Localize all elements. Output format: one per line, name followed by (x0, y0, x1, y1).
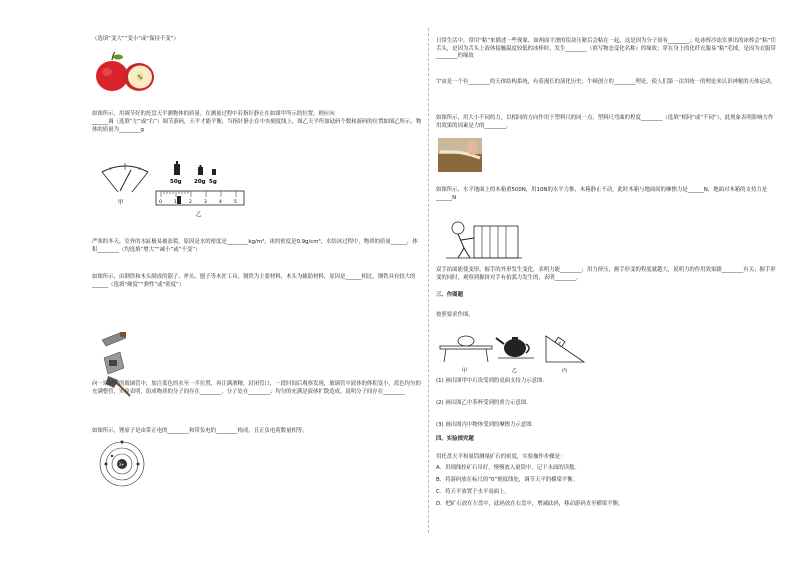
ruler-tick-1: 1 (174, 200, 177, 205)
left-paragraph-2a: 如图所示，用调节好的托盘天平测物体的质量，在测量过程中若指针静止在如图甲所示的位置，则应向 (92, 111, 335, 117)
ruler-tick-4: 4 (219, 200, 222, 205)
column-divider (428, 28, 429, 533)
drawing-instructions: 按照要求作图。 (436, 312, 474, 318)
ruler-tick-0: 0 (159, 200, 162, 205)
weight-20g: 20g (194, 179, 206, 185)
apple-image (94, 50, 158, 94)
right-paragraph-4: 如图所示，水平地面上的木箱重500N，用10N的水平力推，木箱静止不动，此时木箱与地面间的摩擦力是______N，地面对木箱的支持力是______N (436, 187, 768, 201)
section-3-title: 三、作图题 (436, 292, 463, 298)
right-paragraph-5: 双手拍面能使变形，握手的外形发生变化，表明力能________；用力挤压，握手形变的程度就越大，说明力的作用效果跟________有关；握手形变的同时，观察到握挤对手有拍弧力发生的，表明________。 (436, 267, 776, 281)
figure-ball-label: A (557, 340, 562, 346)
experiment-intro: 用托盘天平和量筒测量矿石的密度，实验操作步骤是： (436, 454, 566, 460)
ruler-tick-2: 2 (189, 200, 192, 205)
draw-question-3: (3) 画出图丙中物体受到的摩擦力示意图. (436, 422, 534, 428)
ruler-bend-photo (438, 138, 482, 172)
left-paragraph-5: 向一端封闭的玻璃管中，加注蓝色的水至一半位置，再注满酒精，封闭管口，一段时间后观察发现，玻璃管中液体的体积变小，蓝色均匀的充满整管，实验表明，组成物质的分子间存在________，分子处在________；均匀的充满是液体扩散造成，说明分子间存在________ (92, 381, 421, 395)
draw-question-1: (1) 画出图甲中石块受到的桌面支持力示意图. (436, 378, 545, 384)
ruler-tick-5: 5 (234, 200, 237, 205)
balance-label-yi: 乙 (196, 212, 202, 218)
section-4-title: 四、实验探究题 (436, 436, 474, 442)
experiment-step-b: B．将游码放在标尺的“0”刻度线处，调节天平的横梁平衡。 (436, 477, 579, 483)
figure-yi-label: 乙 (512, 368, 518, 374)
experiment-step-d: D．把矿石放在左盘中，砝码放在右盘中，增减砝码，移动游码直至横梁平衡。 (436, 501, 624, 507)
balance-figure (98, 158, 248, 224)
experiment-step-a: A．用细线拴矿石吊好，慢慢放入量筒中，记下水面的读数。 (436, 465, 580, 471)
lithium-atom-diagram (98, 440, 146, 488)
ruler-tick-3: 3 (204, 200, 207, 205)
experiment-step-c: C．将天平放置于水平桌面上。 (436, 489, 510, 495)
balance-label-jia: 甲 (118, 200, 124, 206)
left-paragraph-4: 如图所示，由钢铁和木头制成的锯子、斧头、刨子等木匠工具，钢铁为主要材料，木头为辅助材料，原因是______相比，钢铁具有较大的______（选填“硬度”“弹性”或“密度”） (92, 274, 416, 288)
weight-5g: 5g (209, 179, 217, 185)
atom-nucleus-label: 3+ (118, 461, 125, 467)
right-paragraph-1: 日常生活中，常用“粘”来描述一些现象，如两面平滑的铅块压紧后会粘在一起，这是因为分子间有________；吃冰棒冷冻室拿出的冰棒会“粘”住舌头，是因为舌头上液体接触温度较低的冰棒时，发生________（填写物态变化名称）的缘故；穿在身上的化纤衣服易“粘”毛绒，是因为衣服带________的缘故 (436, 38, 776, 60)
box-push-figure (444, 214, 524, 260)
figure-bing-label: 丙 (562, 368, 568, 374)
left-paragraph-1: （选填“变大”“变小”或“保持不变”） (92, 36, 179, 42)
right-paragraph-3: 如图所示，用大小不同的力，以相同的方向作用于塑料尺的同一点，塑料尺弯曲的程度________（选填“相同”或“不同”），此现象表明影响力作用效果的因素是力的________。 (436, 115, 774, 129)
left-paragraph-6: 如图所示，锂原子是由带正电的________和带负电的________构成，且正负电荷数量相等。 (92, 428, 308, 434)
draw-question-2: (2) 画出图乙中茶杯受到的重力示意图. (436, 400, 528, 406)
left-paragraph-3: 严寒的冬天，室外的水缸极易被冻裂，原因是水的密度是________kg/m³，冰的密度是0.9g/cm³，水结冰过程中，物质的质量______，体积________（均选填“增大”“减小”或“不变”） (92, 239, 418, 253)
figure-jia-label: 甲 (462, 368, 468, 374)
left-paragraph-2b: ______调（选填“左”或“右”）调节游码，天平才能平衡，当指针静止在中央刻度线上，图乙天平所加砝码个数和游码的位置如图乙所示，物体的质量为________g (92, 119, 422, 133)
right-paragraph-2: 宇宙是一个有________的天体结构系统，有着漫长的演化历史；牛顿创立的________理论，使人们第一次用统一的理论来认识神秘的天体运动。 (436, 79, 776, 85)
weight-50g: 50g (170, 179, 182, 185)
drawing-figures (438, 322, 588, 374)
